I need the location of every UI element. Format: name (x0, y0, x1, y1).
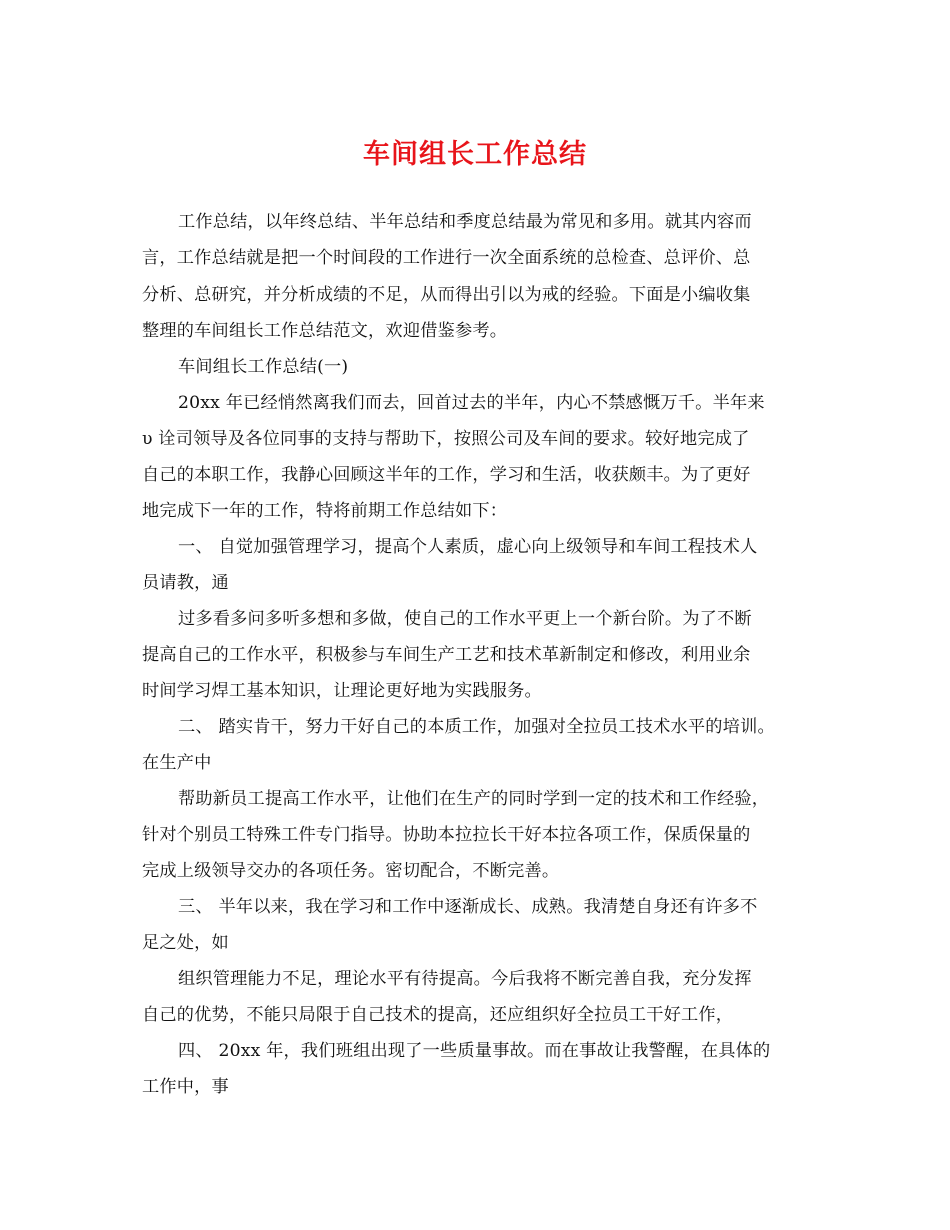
section-heading: 车间组长工作总结(一) (178, 357, 349, 377)
paragraph-line: 完成上级领导交办的各项任务。密切配合，不断完善。 (142, 861, 560, 881)
document-title: 车间组长工作总结 (363, 139, 587, 170)
paragraph-line: 自己的本职工作，我静心回顾这半年的工作，学习和生活，收获颇丰。为了更好 (142, 465, 751, 485)
paragraph-line: 二、 踏实肯干，努力干好自己的本质工作，加强对全拉员工技术水平的培训。 (178, 717, 775, 737)
paragraph-line: 组织管理能力不足，理论水平有待提高。今后我将不断完善自我，充分发挥 (178, 969, 752, 989)
paragraph-line: 整理的车间组长工作总结范文，欢迎借鉴参考。 (142, 321, 508, 341)
paragraph-line: 言，工作总结就是把一个时间段的工作进行一次全面系统的总检查、总评价、总 (142, 248, 751, 268)
paragraph-line: 工作中，事 (142, 1077, 229, 1097)
paragraph-line: 提高自己的工作水平，积极参与车间生产工艺和技术革新制定和修改，利用业余 (142, 645, 751, 665)
paragraph-line: 针对个别员工特殊工件专门指导。协助本拉拉长干好本拉各项工作，保质保量的 (142, 825, 751, 845)
paragraph-line: 分析、总研究，并分析成绩的不足，从而得出引以为戒的经验。下面是小编收集 (142, 285, 751, 305)
paragraph-line: 地完成下一年的工作，特将前期工作总结如下： (142, 501, 508, 521)
paragraph-line: 在生产中 (142, 753, 212, 773)
paragraph-line: 员请教，通 (142, 573, 229, 593)
paragraph-line: 四、 20xx 年，我们班组出现了一些质量事故。而在事故让我警醒，在具体的 (178, 1041, 771, 1061)
paragraph-line: 足之处，如 (142, 933, 229, 953)
paragraph-line: 帮助新员工提高工作水平，让他们在生产的同时学到一定的技术和工作经验， (178, 789, 770, 809)
paragraph-line: 20xx 年已经悄然离我们而去，回首过去的半年，内心不禁感慨万千。半年来 (178, 393, 765, 413)
paragraph-line: 过多看多问多听多想和多做，使自己的工作水平更上一个新台阶。为了不断 (178, 609, 752, 629)
paragraph-line: 一、 自觉加强管理学习，提高个人素质，虚心向上级领导和车间工程技术人 (178, 537, 758, 557)
paragraph-line: 时间学习焊工基本知识，让理论更好地为实践服务。 (142, 681, 542, 701)
paragraph-line: υ 诠司领导及各位同事的支持与帮助下，按照公司及车间的要求。较好地完成了 (142, 429, 750, 449)
paragraph-line: 自己的优势，不能只局限于自己技术的提高，还应组织好全拉员工干好工作， (142, 1005, 734, 1025)
paragraph-line: 三、 半年以来，我在学习和工作中逐渐成长、成熟。我清楚自身还有许多不 (178, 897, 758, 917)
paragraph-line: 工作总结，以年终总结、半年总结和季度总结最为常见和多用。就其内容而 (178, 212, 752, 232)
